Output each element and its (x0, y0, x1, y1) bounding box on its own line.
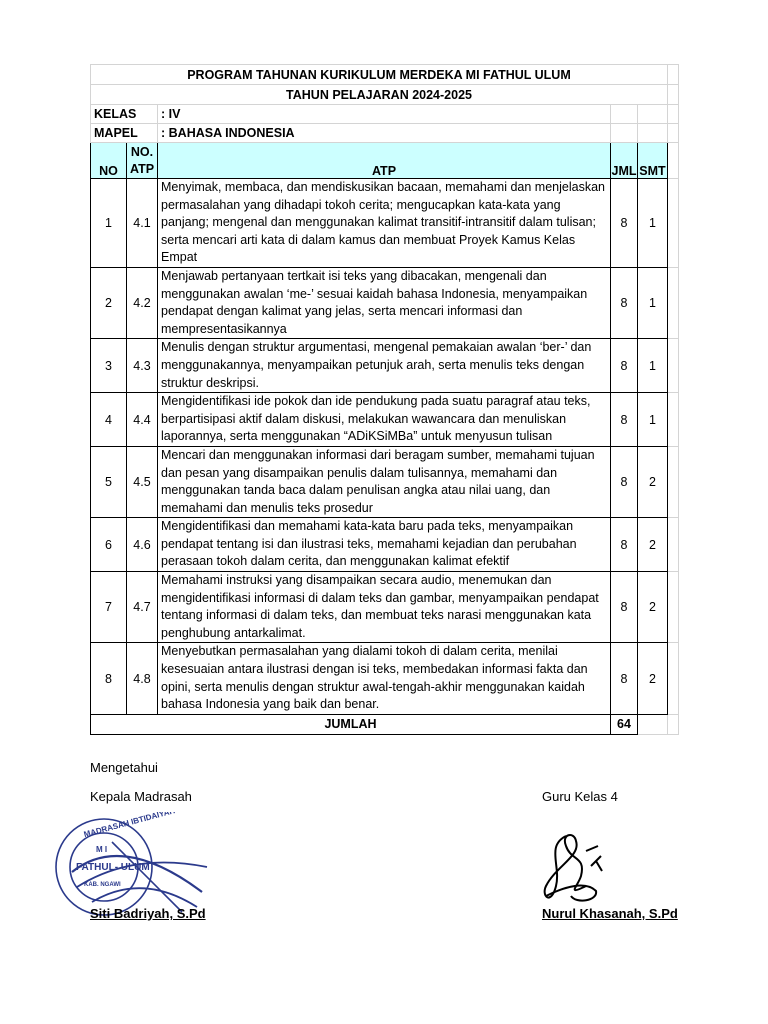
row-no: 7 (91, 572, 127, 643)
left-name: Siti Badriyah, S.Pd (90, 906, 206, 921)
table-row (91, 267, 679, 338)
row-no: 8 (91, 643, 127, 714)
row-no: 4 (91, 393, 127, 447)
row-atp-text: Menyebutkan permasalahan yang dialami tokoh di dalam cerita, menilai kesesuaian antara ilustrasi dengan isi teks, membedakan informasi fakta dan opini, serta menulis dengan struktur awal-tengah-akhir menggunakan kaidah bahasa Indonesia yang baik dan benar. (158, 643, 611, 714)
table-row (91, 643, 679, 714)
table-row (91, 446, 679, 517)
row-atp-text: Mengidentifikasi dan memahami kata-kata baru pada teks, menyampaikan pendapat tentang isi dan ilustrasi teks, memahami kejadian dan perubahan perasaan tokoh dalam cerita, dan menggunakan kalimat efektif (158, 518, 611, 572)
row-smt: 2 (638, 446, 668, 517)
row-no-atp: 4.2 (127, 267, 158, 338)
row-jml: 8 (611, 643, 638, 714)
table-row (91, 518, 679, 572)
row-atp-text: Memahami instruksi yang disampaikan secara audio, menemukan dan mengidentifikasi informasi di dalam teks dan gambar, menyampaikan pendapat tentang informasi di dalam teks, dan membuat teks narasi menggunakan kata penghubung antarkalimat. (158, 572, 611, 643)
mapel-label: MAPEL (91, 124, 158, 143)
row-no: 6 (91, 518, 127, 572)
stamp-text-mi: M I (96, 845, 108, 854)
header-atp: ATP (158, 143, 611, 179)
row-smt: 1 (638, 267, 668, 338)
academic-year: TAHUN PELAJARAN 2024-2025 (91, 85, 668, 105)
row-no-atp: 4.4 (127, 393, 158, 447)
row-atp-text: Menjawab pertanyaan tertkait isi teks yang dibacakan, mengenali dan menggunakan awalan ‘me-’ sesuai kaidah bahasa Indonesia, menyampaikan pendapat dengan kalimat yang jelas, serta mencari informasi dan mempresentasikannya (158, 267, 611, 338)
row-smt: 1 (638, 179, 668, 268)
row-smt: 2 (638, 518, 668, 572)
document-title: PROGRAM TAHUNAN KURIKULUM MERDEKA MI FATHUL ULUM (91, 65, 668, 85)
row-jml: 8 (611, 518, 638, 572)
kelas-value: : IV (158, 105, 611, 124)
row-no-atp: 4.6 (127, 518, 158, 572)
row-smt: 2 (638, 643, 668, 714)
stamp-text-name: FATHUL- ULUM (76, 862, 150, 873)
header-no: NO (91, 143, 127, 179)
row-no: 3 (91, 339, 127, 393)
total-label: JUMLAH (91, 714, 611, 734)
program-table (90, 64, 679, 735)
header-jml: JML (611, 143, 638, 179)
row-no-atp: 4.5 (127, 446, 158, 517)
row-atp-text: Mengidentifikasi ide pokok dan ide pendukung pada suatu paragraf atau teks, berpartisipasi aktif dalam diskusi, melakukan wawancara dan menuliskan laporannya, serta menggunakan “ADiKSiMBa” untuk menyusun tulisan (158, 393, 611, 447)
teacher-signature (536, 826, 616, 916)
row-no-atp: 4.8 (127, 643, 158, 714)
table-row (91, 339, 679, 393)
table-row (91, 179, 679, 268)
row-jml: 8 (611, 446, 638, 517)
row-jml: 8 (611, 572, 638, 643)
mapel-value: : BAHASA INDONESIA (158, 124, 611, 143)
row-smt: 1 (638, 339, 668, 393)
total-value: 64 (611, 714, 638, 734)
program-sheet (90, 64, 678, 735)
row-jml: 8 (611, 267, 638, 338)
table-row (91, 393, 679, 447)
header-smt: SMT (638, 143, 668, 179)
right-role: Guru Kelas 4 (542, 789, 618, 804)
row-no: 1 (91, 179, 127, 268)
row-atp-text: Mencari dan menggunakan informasi dari beragam sumber, memahami tujuan dan pesan yang disampaikan penulis dalam tulisannya, memahami dan menggunakan tanda baca dalam penulisan angka atau nilai uang, dan memahami dan menulis teks prosedur (158, 446, 611, 517)
left-role: Kepala Madrasah (90, 789, 192, 804)
row-no: 5 (91, 446, 127, 517)
row-atp-text: Menyimak, membaca, dan mendiskusikan bacaan, memahami dan menjelaskan permasalahan yang dihadapi tokoh cerita; mengucapkan kata-kata yang panjang; mengenal dan menggunakan kalimat transitif-intransitif dalam tulisan; serta mencari arti kata di dalam kamus dan membuat Proyek Kamus Kelas Empat (158, 179, 611, 268)
row-no-atp: 4.7 (127, 572, 158, 643)
row-jml: 8 (611, 179, 638, 268)
row-jml: 8 (611, 339, 638, 393)
right-name: Nurul Khasanah, S.Pd (542, 906, 678, 921)
row-atp-text: Menulis dengan struktur argumentasi, mengenal pemakaian awalan ‘ber-’ dan menggunakannya, menyampaikan petunjuk arah, serta menulis teks dengan struktur deskripsi. (158, 339, 611, 393)
row-jml: 8 (611, 393, 638, 447)
row-no: 2 (91, 267, 127, 338)
row-no-atp: 4.3 (127, 339, 158, 393)
row-smt: 1 (638, 393, 668, 447)
row-smt: 2 (638, 572, 668, 643)
row-no-atp: 4.1 (127, 179, 158, 268)
mengetahui-label: Mengetahui (90, 760, 158, 775)
stamp-text-top: MADRASAH IBTIDAIYAH (82, 812, 176, 840)
table-row (91, 572, 679, 643)
stamp-text-kab: KAB. NGAWI (84, 882, 121, 888)
header-no-atp: NO. ATP (127, 143, 158, 179)
kelas-label: KELAS (91, 105, 158, 124)
